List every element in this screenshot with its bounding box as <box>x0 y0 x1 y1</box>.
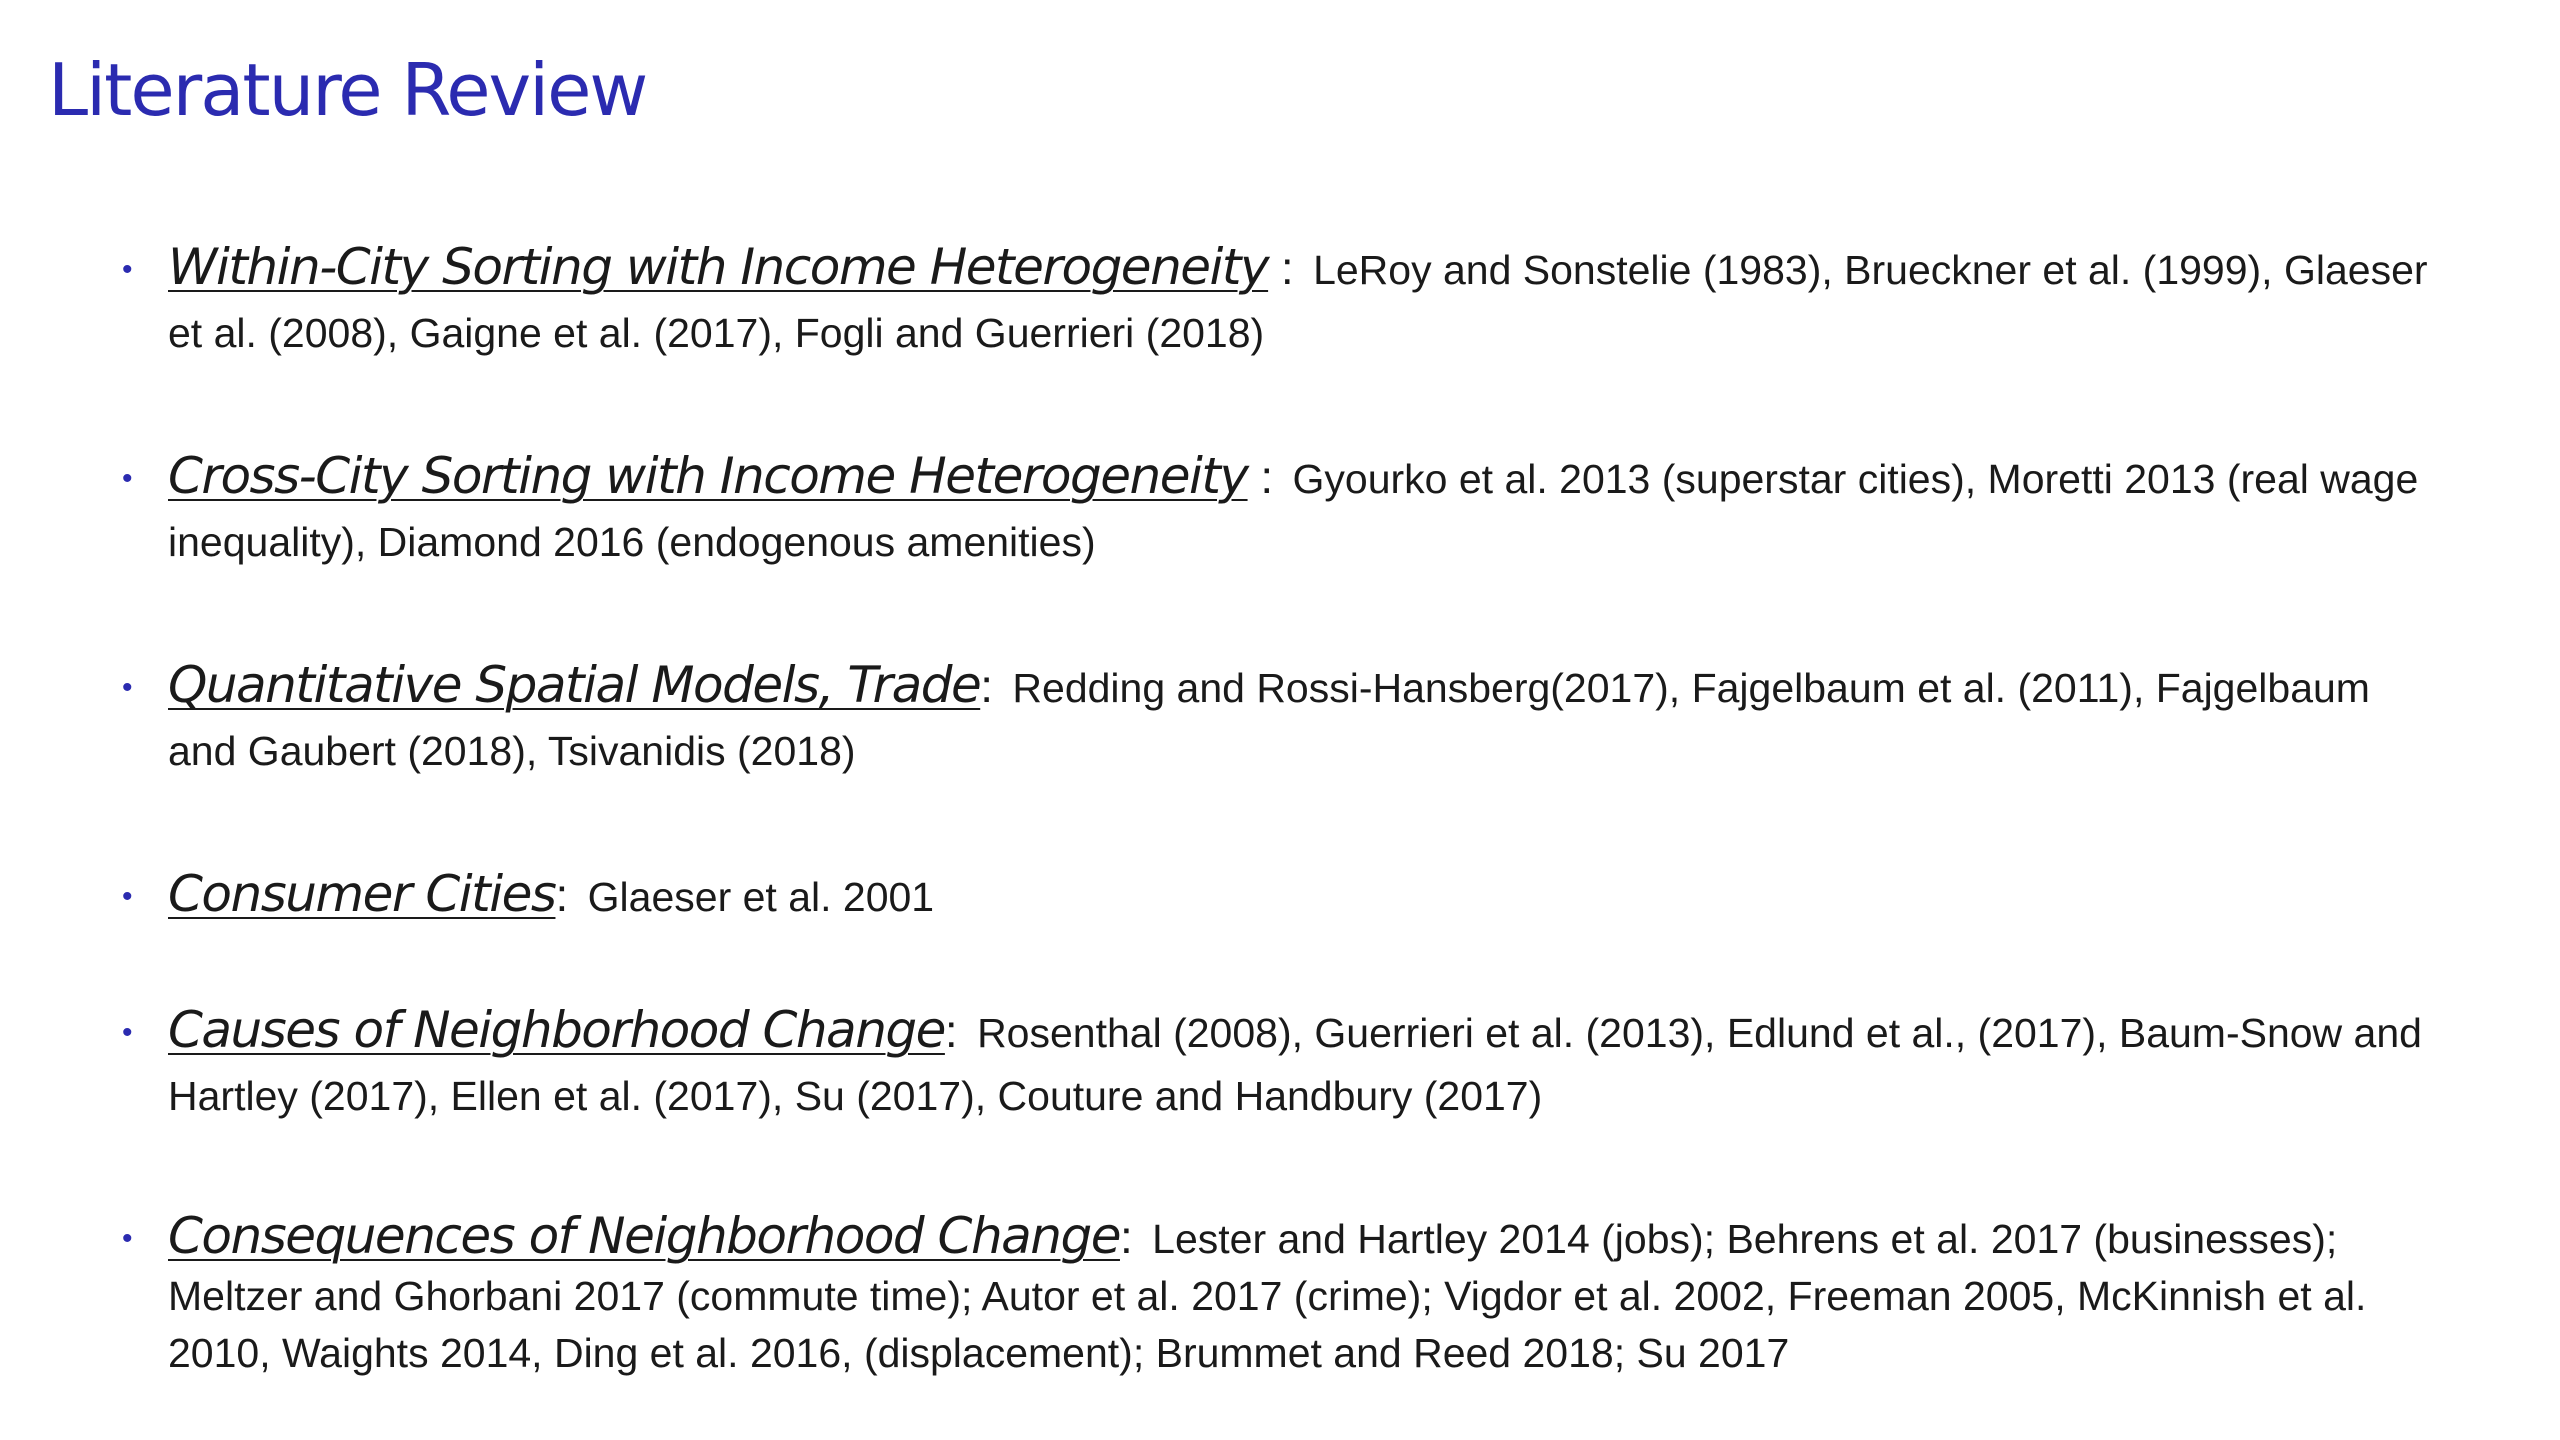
bullet-dot-icon: • <box>122 1222 133 1255</box>
bullet-dot-icon: • <box>122 462 133 495</box>
topic-separator: : <box>1268 242 1294 294</box>
bullet-dot-icon: • <box>122 253 133 286</box>
list-item-quantitative-spatial-models <box>122 654 2428 783</box>
topic-heading: Consumer Cities <box>168 865 556 923</box>
bullet-dot-icon: • <box>122 880 133 913</box>
bullet-dot-icon: • <box>122 1016 133 1049</box>
reference-list: LeRoy and Sonstelie (1983), Brueckner et al. (1999), Glaeser et al. (2008), Gaigne et al. (2017), Fogli and Guerrieri (2018) <box>168 247 2428 356</box>
topic-heading: Causes of Neighborhood Change <box>168 1001 945 1059</box>
topic-heading: Consequences of Neighborhood Change <box>168 1207 1120 1265</box>
topic-separator: : <box>1119 1211 1133 1263</box>
topic-heading: Cross-City Sorting with Income Heterogeneity <box>168 447 1248 505</box>
topic-heading: Quantitative Spatial Models, Trade <box>168 656 981 714</box>
reference-list: Rosenthal (2008), Guerrieri et al. (2013), Edlund et al., (2017), Baum-Snow and Hartley (2017), Ellen et al. (2017), Su (2017), Couture and Handbury (2017) <box>168 1010 2422 1119</box>
slide-title: Literature Review <box>48 48 647 132</box>
reference-list: Lester and Hartley 2014 (jobs); Behrens et al. 2017 (businesses); Meltzer and Ghorbani 2017 (commute time); Autor et al. 2017 (crime); Vigdor et al. 2002, Freeman 2005, McKinnish et al. 2010, Waights 2014, Ding et al. 2016, (displacement); Brummet and Reed 2018; Su 2017 <box>168 1216 2367 1376</box>
topic-separator: : <box>555 869 569 921</box>
reference-list: Glaeser et al. 2001 <box>587 874 935 920</box>
list-item-causes-neighborhood-change <box>122 999 2428 1128</box>
topic-separator: : <box>944 1005 958 1057</box>
topic-separator: : <box>980 660 993 712</box>
reference-list: Gyourko et al. 2013 (superstar cities), Moretti 2013 (real wage inequality), Diamond 2016 (endogenous amenities) <box>168 456 2419 565</box>
list-item-consequences-neighborhood-change <box>122 1207 2428 1382</box>
list-item-cross-city-sorting <box>122 445 2428 574</box>
literature-list <box>48 236 2428 1382</box>
list-item-consumer-cities <box>122 863 2428 929</box>
reference-list: Redding and Rossi-Hansberg(2017), Fajgelbaum et al. (2011), Fajgelbaum and Gaubert (2018), Tsivanidis (2018) <box>168 665 2370 774</box>
topic-heading: Within-City Sorting with Income Heterogeneity <box>168 238 1269 296</box>
list-item-within-city-sorting <box>122 236 2428 365</box>
topic-separator: : <box>1247 451 1274 503</box>
bullet-dot-icon: • <box>122 671 133 704</box>
